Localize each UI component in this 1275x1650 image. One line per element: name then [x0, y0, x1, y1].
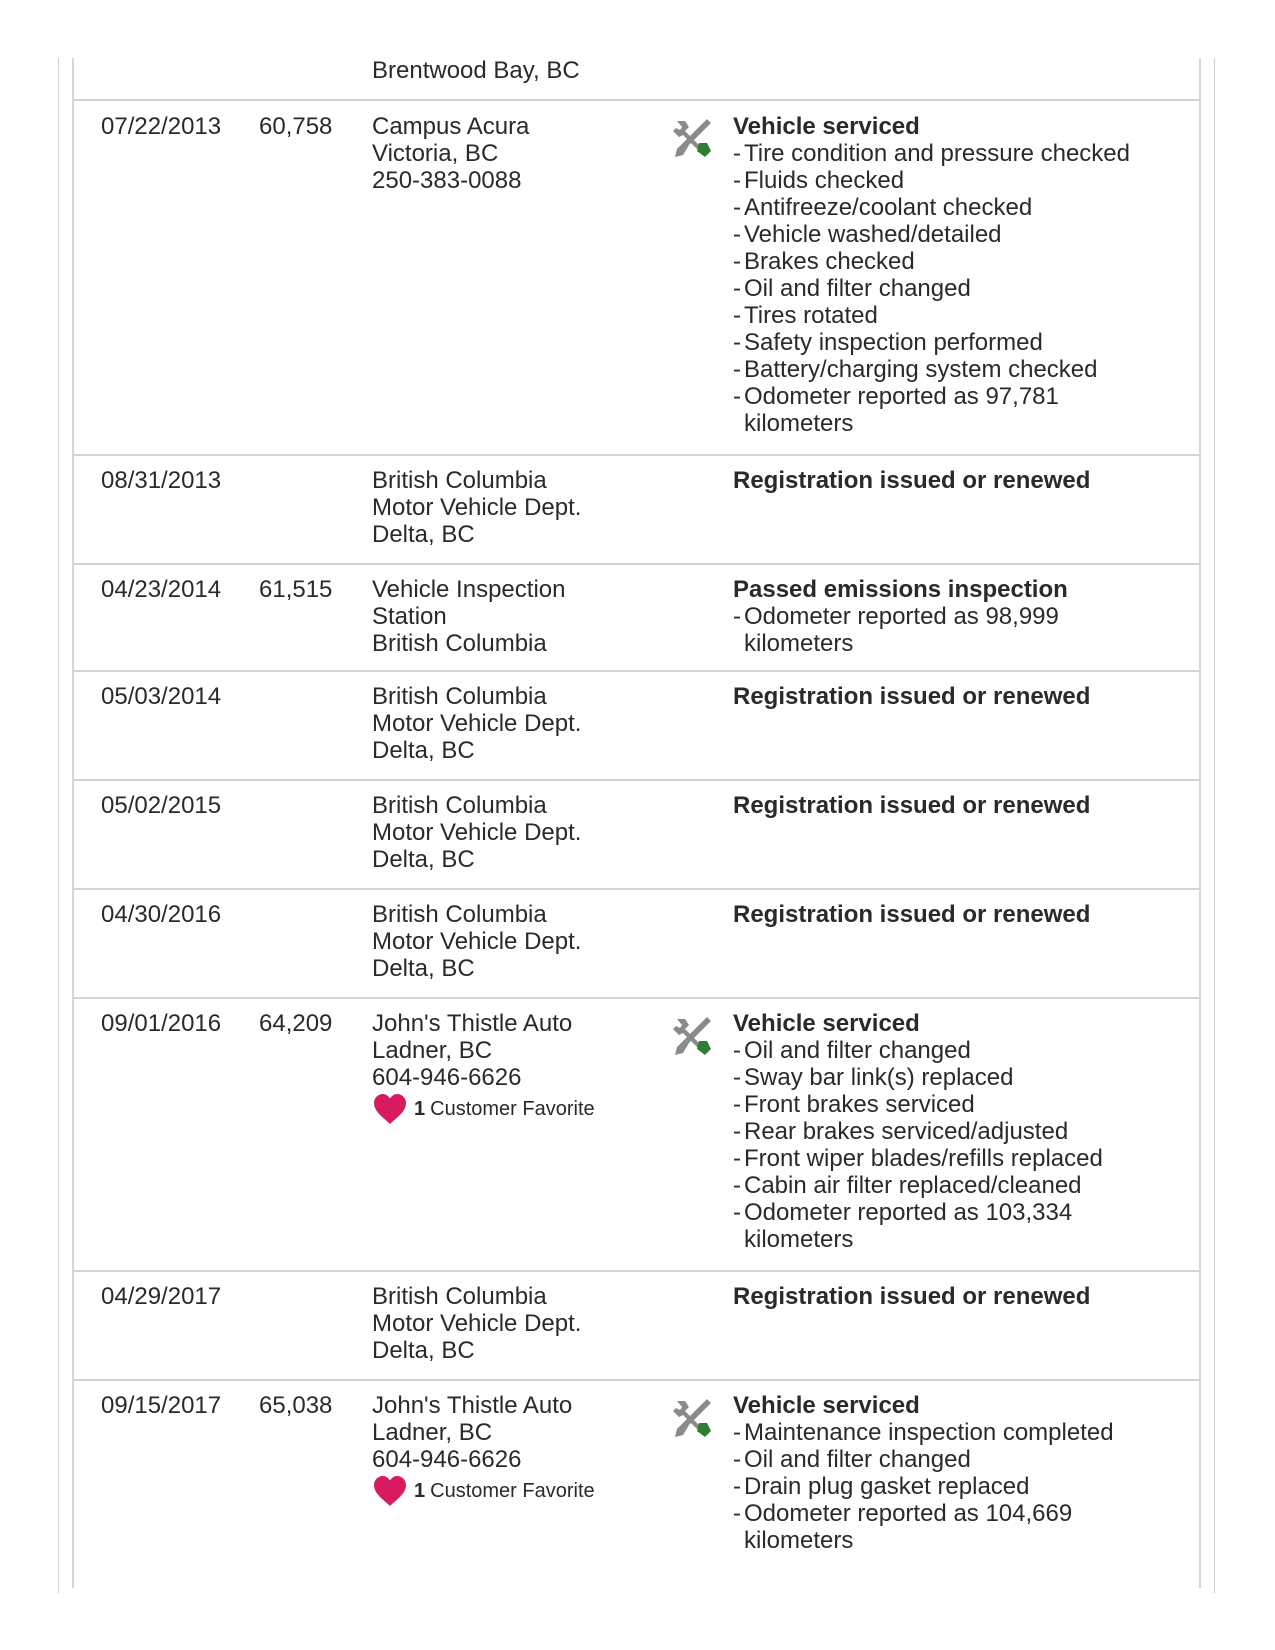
source-line: British Columbia	[372, 792, 547, 819]
list-item: - Maintenance inspection completed	[733, 1419, 1114, 1446]
source-line: Delta, BC	[372, 521, 475, 548]
list-item: - Oil and filter changed	[733, 1037, 971, 1064]
date-cell: 04/29/2017	[101, 1283, 222, 1310]
source-line: Ladner, BC	[372, 1037, 493, 1064]
list-item: - Front brakes serviced	[733, 1091, 975, 1118]
source-cell	[372, 1392, 672, 1507]
details-cell	[733, 467, 1193, 494]
history-row-partial	[73, 54, 1200, 101]
detail-list	[733, 603, 1193, 657]
wrench-screwdriver-icon	[669, 115, 715, 161]
detail-list	[733, 140, 1193, 437]
list-item: - Safety inspection performed	[733, 329, 1043, 356]
event-title: Registration issued or renewed	[733, 683, 1091, 710]
page-border-right	[1214, 58, 1215, 1593]
list-item: - Odometer reported as 97,781 kilometers	[733, 383, 1059, 437]
source-cell	[372, 576, 672, 657]
details-cell	[733, 576, 1193, 657]
favorite-count: 1	[414, 1097, 426, 1120]
details-cell	[733, 1392, 1193, 1554]
source-line: Ladner, BC	[372, 1419, 493, 1446]
date-cell: 09/01/2016	[101, 1010, 222, 1037]
history-row	[73, 101, 1200, 456]
odometer-cell: 65,038	[259, 1392, 333, 1419]
details-cell	[733, 683, 1193, 710]
detail-list	[733, 1037, 1193, 1253]
list-item: - Odometer reported as 104,669 kilometers	[733, 1500, 1073, 1554]
odometer-cell: 60,758	[259, 113, 333, 140]
source-line: 604-946-6626	[372, 1446, 522, 1473]
source-line: Delta, BC	[372, 737, 475, 764]
date-cell: 05/02/2015	[101, 792, 222, 819]
list-item: - Battery/charging system checked	[733, 356, 1098, 383]
details-cell	[733, 1283, 1193, 1310]
list-item: - Antifreeze/coolant checked	[733, 194, 1033, 221]
source-line: Delta, BC	[372, 1337, 475, 1364]
event-title: Vehicle serviced	[733, 113, 920, 140]
history-row	[73, 781, 1200, 890]
customer-favorite	[372, 1093, 672, 1125]
source-line: Vehicle Inspection	[372, 576, 566, 603]
date-cell: 07/22/2013	[101, 113, 222, 140]
history-row	[73, 1272, 1200, 1381]
source-line: Victoria, BC	[372, 140, 499, 167]
history-row	[73, 565, 1200, 672]
list-item: - Rear brakes serviced/adjusted	[733, 1118, 1069, 1145]
list-item: - Front wiper blades/refills replaced	[733, 1145, 1103, 1172]
source-cell	[372, 901, 672, 982]
source-line: Motor Vehicle Dept.	[372, 928, 582, 955]
list-item: - Drain plug gasket replaced	[733, 1473, 1030, 1500]
event-title: Vehicle serviced	[733, 1392, 920, 1419]
details-cell	[733, 901, 1193, 928]
odometer-cell: 61,515	[259, 576, 333, 603]
source-line: Motor Vehicle Dept.	[372, 1310, 582, 1337]
source-line: British Columbia	[372, 1283, 547, 1310]
event-title: Vehicle serviced	[733, 1010, 920, 1037]
page-border-left	[58, 58, 59, 1593]
source-line: Motor Vehicle Dept.	[372, 710, 582, 737]
list-item: - Oil and filter changed	[733, 275, 971, 302]
favorite-label: Customer Favorite	[430, 1097, 595, 1120]
list-item: - Cabin air filter replaced/cleaned	[733, 1172, 1082, 1199]
wrench-screwdriver-icon	[669, 1013, 715, 1059]
history-row	[73, 890, 1200, 999]
favorite-label: Customer Favorite	[430, 1479, 595, 1502]
details-cell	[733, 1010, 1193, 1253]
list-item: - Oil and filter changed	[733, 1446, 971, 1473]
source-line: 604-946-6626	[372, 1064, 522, 1091]
source-line: British Columbia	[372, 630, 547, 657]
source-line: Delta, BC	[372, 955, 475, 982]
source-cell	[372, 57, 672, 84]
event-title: Registration issued or renewed	[733, 792, 1091, 819]
heart-icon	[372, 1475, 408, 1507]
source-line: Campus Acura	[372, 113, 530, 140]
list-item: - Odometer reported as 98,999 kilometers	[733, 603, 1059, 657]
list-item: - Vehicle washed/detailed	[733, 221, 1002, 248]
source-cell	[372, 1010, 672, 1125]
heart-icon	[372, 1093, 408, 1125]
source-cell	[372, 683, 672, 764]
source-line: Motor Vehicle Dept.	[372, 819, 582, 846]
date-cell: 04/23/2014	[101, 576, 222, 603]
history-row	[73, 999, 1200, 1272]
odometer-cell: 64,209	[259, 1010, 333, 1037]
date-cell: 09/15/2017	[101, 1392, 222, 1419]
history-row	[73, 1381, 1200, 1581]
source-line: Station	[372, 603, 447, 630]
details-cell	[733, 792, 1193, 819]
favorite-count: 1	[414, 1479, 426, 1502]
event-title: Registration issued or renewed	[733, 467, 1091, 494]
list-item: - Brakes checked	[733, 248, 915, 275]
date-cell: 05/03/2014	[101, 683, 222, 710]
history-row	[73, 456, 1200, 565]
detail-list	[733, 1419, 1193, 1554]
date-cell: 08/31/2013	[101, 467, 222, 494]
customer-favorite	[372, 1475, 672, 1507]
list-item: - Sway bar link(s) replaced	[733, 1064, 1014, 1091]
source-line: Brentwood Bay, BC	[372, 57, 580, 84]
source-line: Delta, BC	[372, 846, 475, 873]
source-cell	[372, 1283, 672, 1364]
list-item: - Fluids checked	[733, 167, 905, 194]
source-line: John's Thistle Auto	[372, 1392, 573, 1419]
source-line: John's Thistle Auto	[372, 1010, 573, 1037]
history-row	[73, 672, 1200, 781]
source-line: Motor Vehicle Dept.	[372, 494, 582, 521]
details-cell	[733, 113, 1193, 437]
list-item: - Tire condition and pressure checked	[733, 140, 1130, 167]
source-line: British Columbia	[372, 467, 547, 494]
source-cell	[372, 792, 672, 873]
source-cell	[372, 113, 672, 194]
source-line: British Columbia	[372, 901, 547, 928]
date-cell: 04/30/2016	[101, 901, 222, 928]
list-item: - Odometer reported as 103,334 kilometers	[733, 1199, 1073, 1253]
source-line: 250-383-0088	[372, 167, 522, 194]
wrench-screwdriver-icon	[669, 1395, 715, 1441]
event-title: Registration issued or renewed	[733, 1283, 1091, 1310]
event-title: Passed emissions inspection	[733, 576, 1068, 603]
source-line: British Columbia	[372, 683, 547, 710]
list-item: - Tires rotated	[733, 302, 878, 329]
event-title: Registration issued or renewed	[733, 901, 1091, 928]
source-cell	[372, 467, 672, 548]
